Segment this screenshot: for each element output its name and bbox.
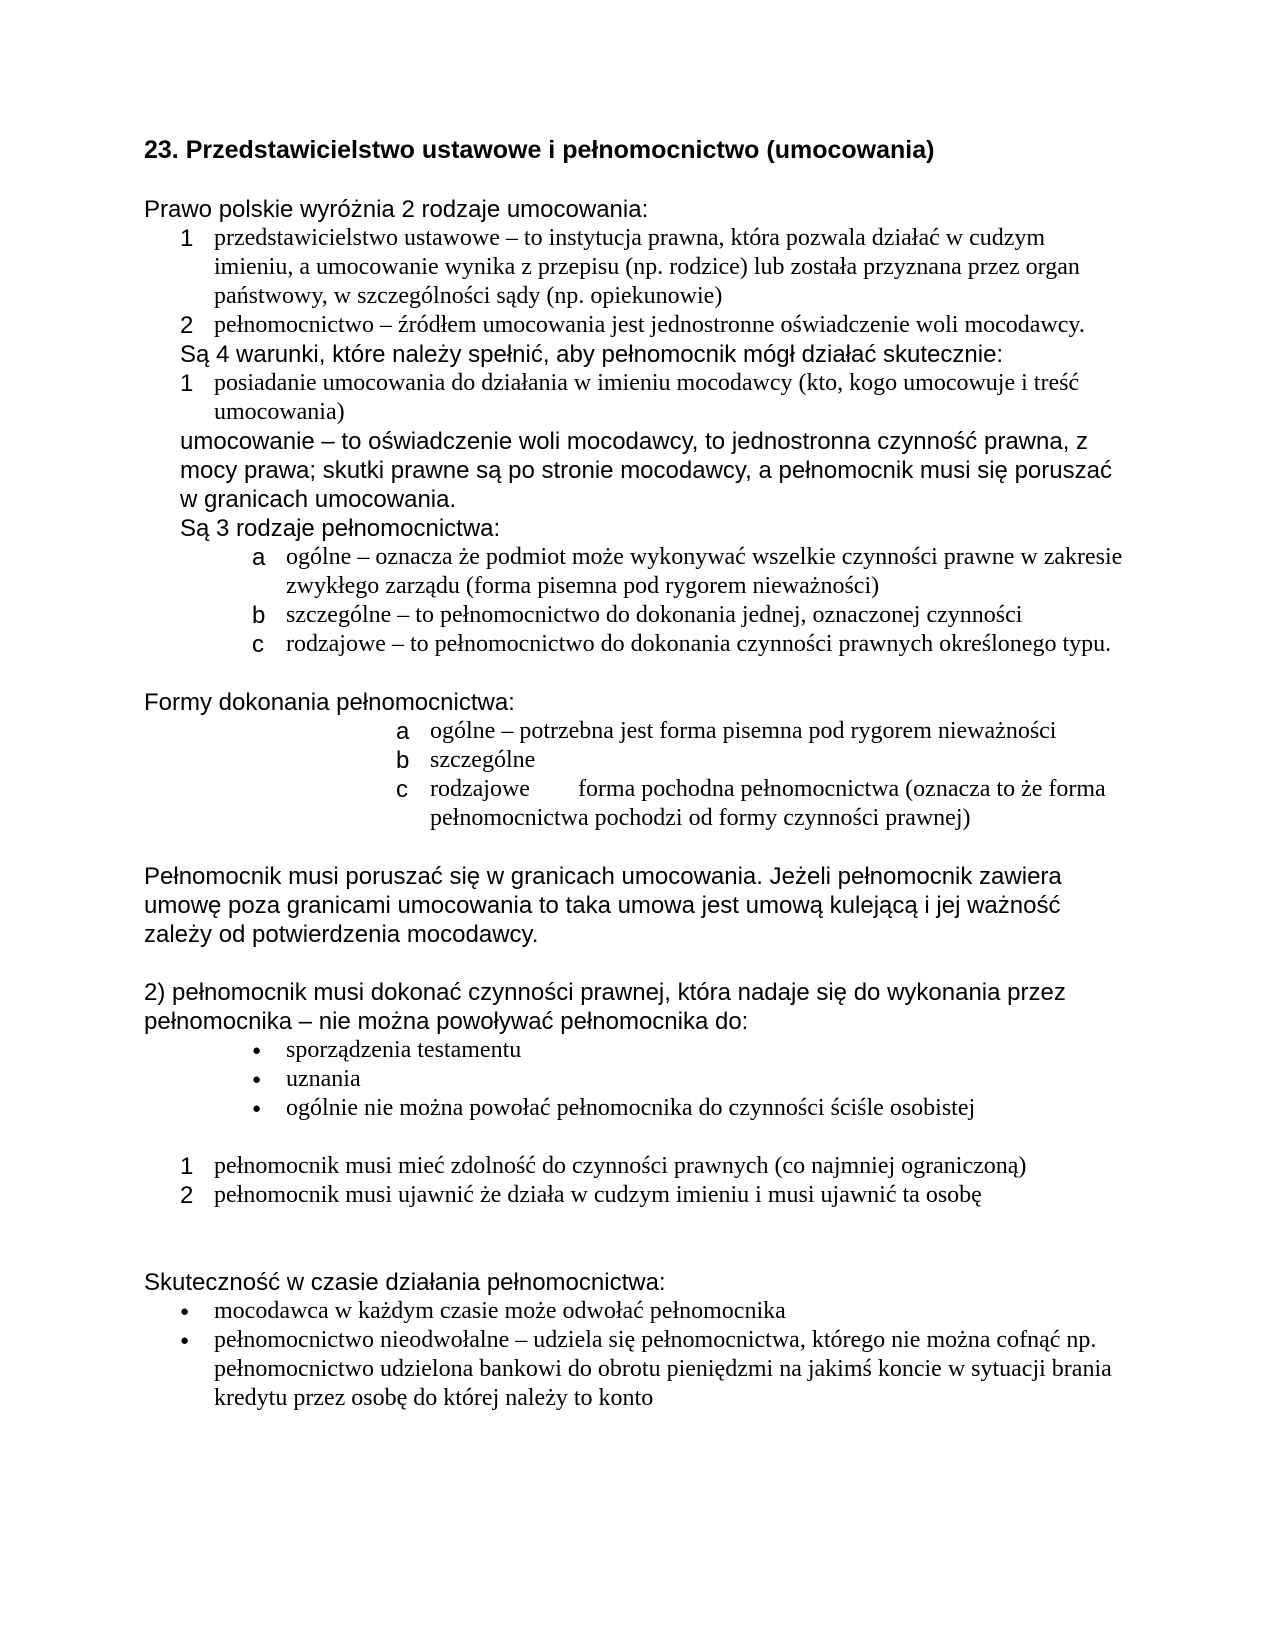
list-item xyxy=(180,311,1125,340)
heading-conditions: Są 4 warunki, które należy spełnić, aby pełnomocnik mógł działać skutecznie: xyxy=(180,341,1004,368)
paragraph-second-condition: 2) pełnomocnik musi dokonać czynności prawnej, która nadaje się do wykonania przez pełnomocnika – nie można powoływać pełnomocnika do: xyxy=(144,979,1066,1035)
list-item-text: sporządzenia testamentu xyxy=(286,1037,522,1063)
list-marker: 1 xyxy=(180,1153,194,1180)
bullet-icon: ● xyxy=(180,1332,190,1349)
list-item xyxy=(180,1297,1125,1326)
doc-title: 23. Przedstawicielstwo ustawowe i pełnomocnictwo (umocowania) xyxy=(144,136,935,164)
heading-effectiveness: Skuteczność w czasie działania pełnomocnictwa: xyxy=(144,1269,666,1296)
spacer xyxy=(144,833,1125,862)
list-item-text: pełnomocnictwo nieodwołalne – udziela się pełnomocnictwa, którego nie można cofnąć np. pełnomocnictwo udzielona bankowi do obrotu pieniędzmi na jakimś koncie w sytuacji brania kredytu przez osobę do której należy to konto xyxy=(214,1327,1112,1411)
list-item-text: pełnomocnik musi ujawnić że działa w cudzym imieniu i musi ujawnić ta osobę xyxy=(214,1182,982,1208)
list-item xyxy=(180,1152,1125,1181)
list-marker: a xyxy=(396,718,410,745)
bullet-icon: ● xyxy=(252,1042,262,1059)
list-marker: 2 xyxy=(180,1182,194,1209)
list-marker: c xyxy=(396,776,408,803)
list-item xyxy=(180,1326,1125,1413)
list-marker: 1 xyxy=(180,370,194,397)
list-item xyxy=(180,369,1125,427)
list-item-text: rodzajowe – to pełnomocnictwo do dokonania czynności prawnych określonego typu. xyxy=(286,631,1112,657)
list-item-text: uznania xyxy=(286,1066,361,1092)
list-marker: b xyxy=(252,602,266,629)
list-marker: 2 xyxy=(180,312,194,339)
paragraph-intro: Prawo polskie wyróżnia 2 rodzaje umocowania: xyxy=(144,196,649,223)
list-item xyxy=(180,224,1125,311)
heading-three-kinds: Są 3 rodzaje pełnomocnictwa: xyxy=(180,515,501,542)
list-item-text: szczególne xyxy=(430,747,536,773)
list-item xyxy=(252,630,1125,659)
bullet-icon: ● xyxy=(252,1071,262,1088)
spacer xyxy=(144,659,1125,688)
list-item-text: ogólnie nie można powołać pełnomocnika do czynności ściśle osobistej xyxy=(286,1095,976,1121)
list-marker: a xyxy=(252,544,266,571)
list-item-text: szczególne – to pełnomocnictwo do dokonania jednej, oznaczonej czynności xyxy=(286,602,1023,628)
list-marker: c xyxy=(252,631,264,658)
heading-forms: Formy dokonania pełnomocnictwa: xyxy=(144,689,515,716)
list-item xyxy=(252,1094,1125,1123)
bullet-icon: ● xyxy=(252,1100,262,1117)
paragraph-umocowanie: umocowanie – to oświadczenie woli mocodawcy, to jednostronna czynność prawna, z mocy prawa; skutki prawne są po stronie mocodawcy, a pełnomocnik musi się poruszać w granicach umocowania. xyxy=(180,428,1112,513)
list-item-text: ogólne – potrzebna jest forma pisemna pod rygorem nieważności xyxy=(430,718,1057,744)
list-item xyxy=(180,1181,1125,1210)
list-item-text: pełnomocnictwo – źródłem umocowania jest jednostronne oświadczenie woli mocodawcy. xyxy=(214,312,1085,338)
list-marker: b xyxy=(396,747,410,774)
list-item xyxy=(252,601,1125,630)
list-item-text: rodzajowe forma pochodna pełnomocnictwa (oznacza to że forma pełnomocnictwa pochodzi od formy czynności prawnej) xyxy=(430,776,1112,831)
list-item xyxy=(396,717,1125,746)
list-item xyxy=(252,1036,1125,1065)
list-marker: 1 xyxy=(180,225,194,252)
list-item xyxy=(252,543,1125,601)
bullet-icon: ● xyxy=(180,1303,190,1320)
spacer xyxy=(144,1123,1125,1152)
list-item xyxy=(252,1065,1125,1094)
spacer xyxy=(144,949,1125,978)
list-item-text: mocodawca w każdym czasie może odwołać pełnomocnika xyxy=(214,1298,786,1324)
list-item-text: pełnomocnik musi mieć zdolność do czynności prawnych (co najmniej ograniczoną) xyxy=(214,1153,1027,1179)
paragraph-limits: Pełnomocnik musi poruszać się w granicach umocowania. Jeżeli pełnomocnik zawiera umowę poza granicami umocowania to taka umowa jest umową kulejącą i jej ważność zależy od potwierdzenia mocodawcy. xyxy=(144,863,1062,948)
list-item-text: ogólne – oznacza że podmiot może wykonywać wszelkie czynności prawne w zakresie zwykłego zarządu (forma pisemna pod rygorem nieważności) xyxy=(286,544,1123,599)
list-item xyxy=(396,746,1125,775)
list-item xyxy=(396,775,1125,833)
spacer xyxy=(144,1210,1125,1268)
list-item-text: posiadanie umocowania do działania w imieniu mocodawcy (kto, kogo umocowuje i treść umocowania) xyxy=(214,370,1080,425)
list-item-text: przedstawicielstwo ustawowe – to instytucja prawna, która pozwala działać w cudzym imieniu, a umocowanie wynika z przepisu (np. rodzice) lub została przyznana przez organ państwowy, w szczególności sądy (np. opiekunowie) xyxy=(214,225,1080,309)
